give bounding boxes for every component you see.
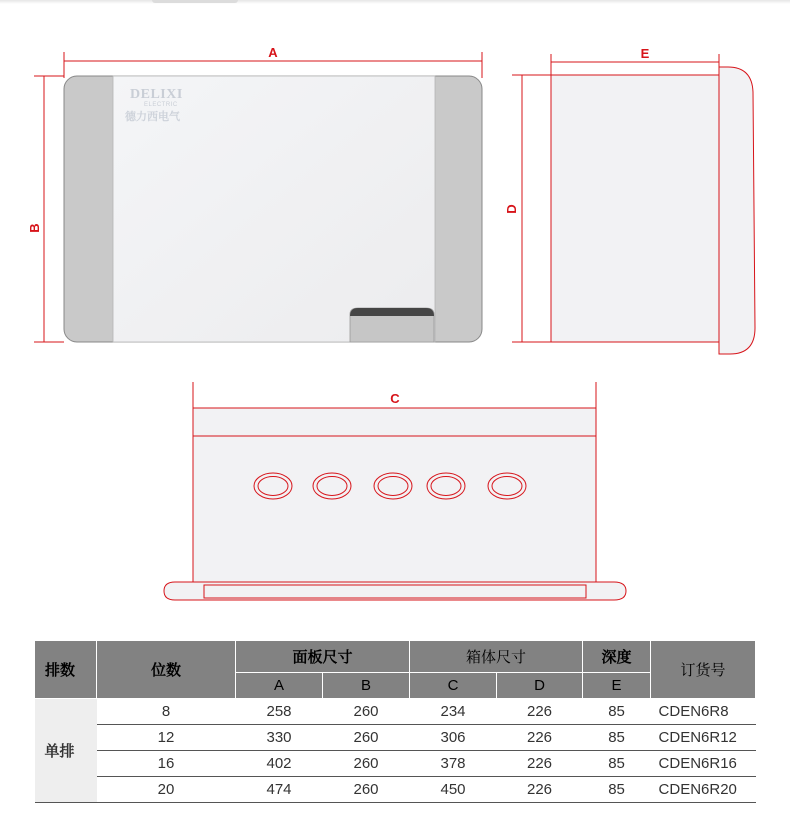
cell-a: 330 — [236, 725, 323, 751]
brand-cn: 德力西电气 — [125, 110, 180, 123]
table-row — [35, 751, 756, 777]
dimension-b — [34, 76, 64, 342]
dimension-e — [551, 54, 719, 76]
cell-c: 306 — [410, 725, 497, 751]
table-row — [35, 725, 756, 751]
cell-e: 85 — [583, 725, 651, 751]
door-latch — [350, 308, 434, 342]
cell-positions: 8 — [97, 699, 236, 725]
cell-b: 260 — [323, 699, 410, 725]
cell-c: 234 — [410, 699, 497, 725]
cell-e: 85 — [583, 751, 651, 777]
header-order-no: 订货号 — [651, 641, 756, 699]
cell-b: 260 — [323, 751, 410, 777]
cell-positions: 20 — [97, 777, 236, 803]
header-col-b: B — [323, 673, 410, 699]
cell-positions: 12 — [97, 725, 236, 751]
cell-d: 226 — [497, 725, 583, 751]
cell-d: 226 — [497, 777, 583, 803]
cell-e: 85 — [583, 699, 651, 725]
header-depth: 深度 — [583, 641, 651, 673]
cell-a: 258 — [236, 699, 323, 725]
cell-order-code: CDEN6R20 — [651, 777, 756, 803]
side-cover — [719, 67, 755, 354]
header-rows: 排数 — [35, 641, 97, 699]
table-row — [35, 777, 756, 803]
header-panel-size: 面板尺寸 — [236, 641, 410, 673]
bottom-view — [164, 382, 626, 600]
cell-a: 474 — [236, 777, 323, 803]
dimension-d-label: D — [504, 204, 519, 214]
row-group-label: 单排 — [35, 699, 97, 803]
cell-c: 450 — [410, 777, 497, 803]
header-positions: 位数 — [97, 641, 236, 699]
cell-a: 402 — [236, 751, 323, 777]
brand-logo: DELIXI — [130, 87, 183, 102]
front-view — [27, 45, 482, 342]
header-box-size: 箱体尺寸 — [410, 641, 583, 673]
spec-table — [34, 640, 756, 803]
base-slot — [204, 585, 586, 598]
cell-order-code: CDEN6R16 — [651, 751, 756, 777]
table-row — [35, 699, 756, 725]
cell-b: 260 — [323, 725, 410, 751]
side-view — [504, 46, 755, 354]
cell-positions: 16 — [97, 751, 236, 777]
cell-b: 260 — [323, 777, 410, 803]
cell-d: 226 — [497, 751, 583, 777]
dimension-c-label: C — [390, 391, 400, 406]
cell-e: 85 — [583, 777, 651, 803]
header-col-c: C — [410, 673, 497, 699]
side-box — [551, 75, 719, 342]
cell-c: 378 — [410, 751, 497, 777]
header-col-a: A — [236, 673, 323, 699]
cell-d: 226 — [497, 699, 583, 725]
dimension-b-label: B — [27, 223, 42, 233]
brand-sub: ELECTRIC — [144, 102, 178, 108]
cell-order-code: CDEN6R12 — [651, 725, 756, 751]
header-col-d: D — [497, 673, 583, 699]
dimension-e-label: E — [640, 46, 650, 61]
cell-order-code: CDEN6R8 — [651, 699, 756, 725]
header-col-e: E — [583, 673, 651, 699]
dimension-a-label: A — [268, 45, 278, 60]
